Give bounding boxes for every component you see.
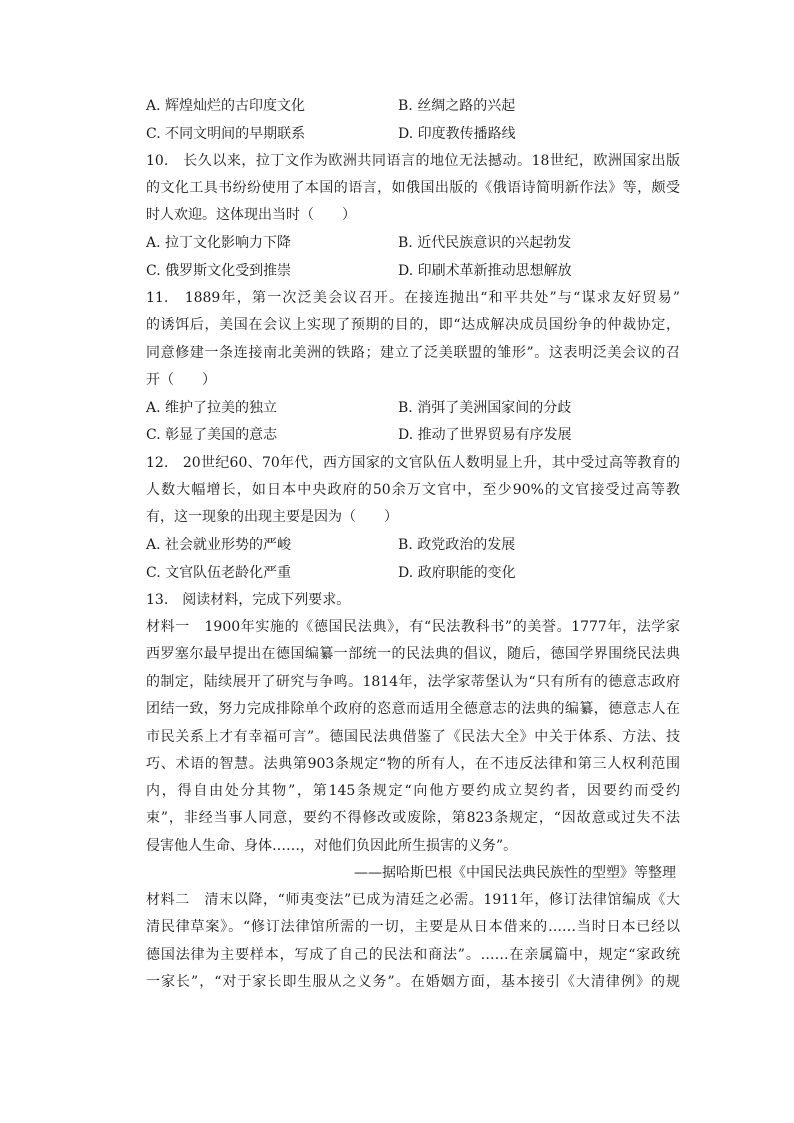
q13-material1-line: 团结一致，努力完成排除单个政府的恣意而适用全德意志的法典的编纂，德意志人在	[146, 701, 680, 717]
q13-material1-line: 的制定，陆续展开了研究与争鸣。1814年，法学家蒂堡认为“只有所有的德意志政府	[146, 674, 680, 690]
q11-option-c: C. 彰显了美国的意志	[146, 427, 278, 443]
q11-stem-line: 开（ ）	[146, 372, 216, 388]
q9-option-c: C. 不同文明间的早期联系	[146, 126, 306, 142]
q10-option-d: D. 印刷术革新推动思想解放	[398, 263, 572, 279]
q13-material1-line: 市民关系上才有幸福可言”。德国民法典借鉴了《民法大全》中关于体系、方法、技	[146, 729, 680, 745]
q13-material2-line: 一家长”，“对于家长即生服从之义务”。在婚姻方面，基本接引《大清律例》的规	[146, 974, 680, 990]
q13-material2-line: 材料二 清末以降，“师夷变法”已成为清廷之必需。1911年，修订法律馆编成《大	[146, 892, 680, 908]
q13-stem: 13. 阅读材料，完成下列要求。	[146, 592, 351, 608]
q11-option-b: B. 消弭了美洲国家间的分歧	[398, 400, 572, 416]
q12-option-d: D. 政府职能的变化	[398, 565, 516, 581]
q13-material1-line: 侵害他人生命、身体……，对他们负因此所生损害的义务”。	[146, 838, 518, 854]
q11-stem-line: 同意修建一条连接南北美洲的铁路；建立了泛美联盟的雏形”。这表明泛美会议的召	[146, 345, 680, 361]
q13-material1-line: 内，得自由处分其物”，第145条规定“向他方要约成立契约者，因要约而受约	[146, 783, 680, 799]
q10-option-c: C. 俄罗斯文化受到推崇	[146, 263, 292, 279]
q9-option-b: B. 丝绸之路的兴起	[398, 98, 516, 114]
q12-stem-line: 12. 20世纪60、70年代，西方国家的文官队伍人数明显上升，其中受过高等教育的	[146, 455, 680, 471]
q11-stem-line: 11. 1889年，第一次泛美会议召开。在接连抛出“和平共处”与“谋求友好贸易”	[146, 290, 680, 306]
q10-stem-line: 时人欢迎。这体现出当时（ ）	[146, 207, 356, 223]
q13-material1-line: 西罗塞尔最早提出在德国编纂一部统一的民法典的倡议，随后，德国学界围绕民法典	[146, 646, 680, 662]
q9-option-d: D. 印度教传播路线	[398, 126, 516, 142]
q11-option-a: A. 维护了拉美的独立	[146, 400, 278, 416]
q10-option-b: B. 近代民族意识的兴起勃发	[398, 235, 572, 251]
q13-material1-source: ——据哈斯巴根《中国民法典民族性的型塑》等整理	[354, 865, 676, 881]
q13-material2-line: 德国法律为主要样本，写成了自己的民法和商法”。……在亲属篇中，规定“家政统	[146, 947, 680, 963]
q13-material1-line: 材料一 1900年实施的《德国民法典》，有“民法教科书”的美誉。1777年，法学家	[146, 619, 680, 635]
q11-stem-line: 的诱饵后，美国在会议上实现了预期的目的，即“达成解决成员国纷争的仲裁协定，	[146, 317, 680, 333]
q12-option-a: A. 社会就业形势的严峻	[146, 537, 292, 553]
q11-option-d: D. 推动了世界贸易有序发展	[398, 427, 572, 443]
q13-material2-line: 清民律草案》。“修订法律馆所需的一切，主要是从日本借来的……当时日本已经以	[146, 919, 680, 935]
q13-material1-line: 巧、术语的智慧。法典第903条规定“物的所有人，在不违反法律和第三人权利范围	[146, 756, 680, 772]
q9-option-a: A. 辉煌灿烂的古印度文化	[146, 98, 306, 114]
q12-option-c: C. 文官队伍老龄化严重	[146, 565, 292, 581]
q10-stem-line: 10. 长久以来，拉丁文作为欧洲共同语言的地位无法撼动。18世纪，欧洲国家出版	[146, 153, 680, 169]
q12-option-b: B. 政党政治的发展	[398, 537, 516, 553]
q12-stem-line: 人数大幅增长，如日本中央政府的50余万文官中，至少90%的文官接受过高等教	[146, 482, 680, 498]
q10-stem-line: 的文化工具书纷纷使用了本国的语言，如俄国出版的《俄语诗简明新作法》等，颇受	[146, 180, 680, 196]
q12-stem-line: 有，这一现象的出现主要是因为（ ）	[146, 509, 398, 525]
q10-option-a: A. 拉丁文化影响力下降	[146, 235, 292, 251]
q13-material1-line: 束”，非经当事人同意，要约不得修改或废除，第823条规定，“因故意或过失不法	[146, 810, 680, 826]
